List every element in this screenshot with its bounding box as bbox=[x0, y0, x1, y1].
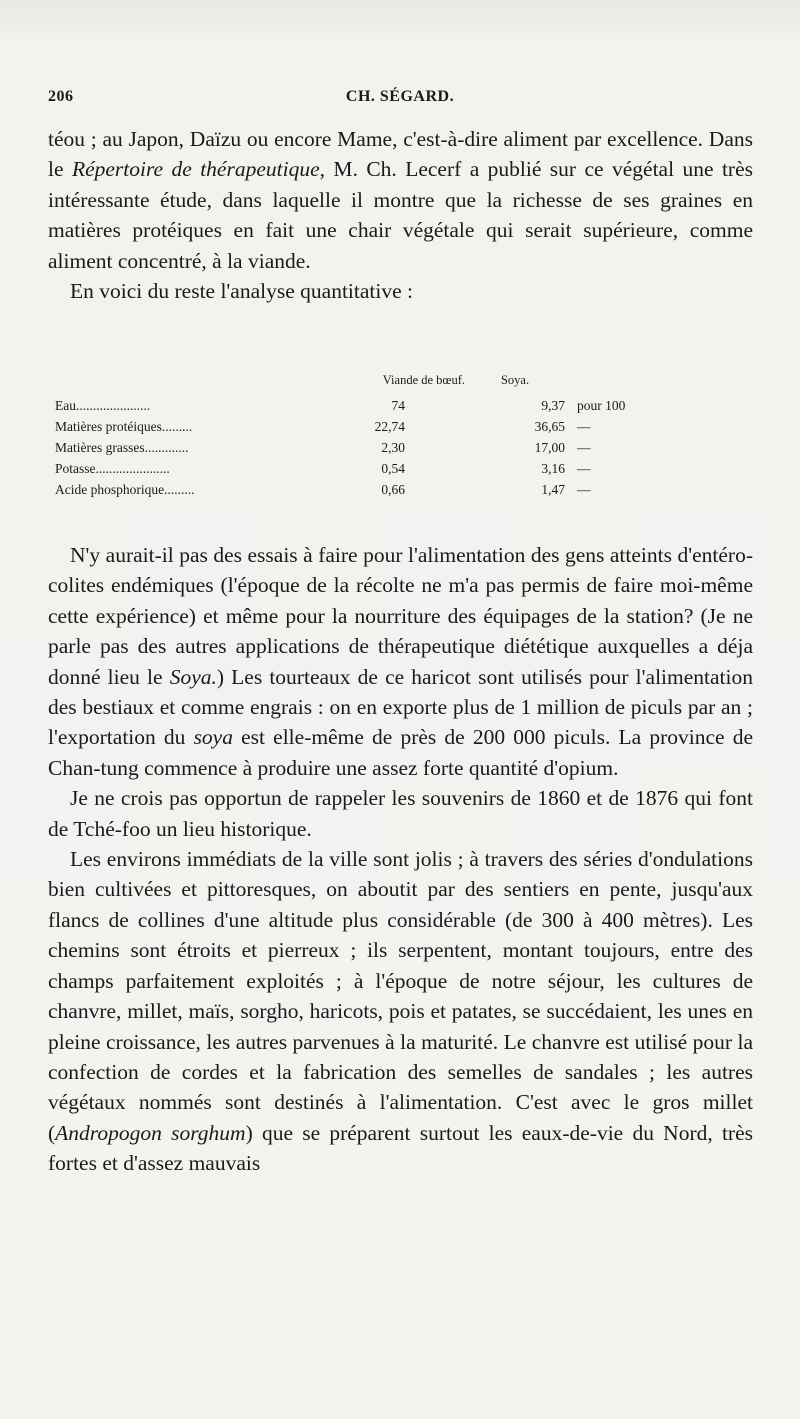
body-text bbox=[48, 540, 753, 1179]
analysis-table bbox=[55, 370, 705, 500]
page-header bbox=[48, 88, 752, 114]
page-number: 206 bbox=[48, 88, 74, 105]
table-row: Eau...................... 74 9,37 pour 100 bbox=[55, 398, 626, 413]
intro-paragraph: téou ; au Japon, Daïzu ou encore Mame, c'est-à-dire aliment par excellence. Dans le Répertoire de thérapeutique, M. Ch. Lecerf a publié sur ce végétal une très intéressante étude, dans laquelle il montre que la richesse de ses graines en matières protéiques en fait une chair végétale qui serait supérieure, comme aliment concentré, à la viande. bbox=[48, 127, 753, 273]
col-header-soya: Soya. bbox=[500, 373, 530, 387]
paragraph-history: Je ne crois pas opportun de rappeler les souvenirs de 1860 et de 1876 qui font de Tché-foo un lieu historique. bbox=[48, 786, 753, 841]
intro-text bbox=[48, 124, 753, 306]
table-row: Acide phosphorique......... 0,66 1,47 — bbox=[55, 482, 591, 497]
table-row: Matières protéiques......... 22,74 36,65 — bbox=[55, 419, 591, 434]
running-title: CH. SÉGARD. bbox=[345, 88, 455, 105]
journal-title: Répertoire de thérapeutique bbox=[71, 157, 320, 182]
paragraph-environs: Les environs immédiats de la ville sont jolis ; à travers des séries d'ondulations bien cultivées et pittoresques, on aboutit par des sentiers en pente, jusqu'aux flancs de collines d'une altitude plus considérable (de 300 à 400 mètres). Les chemins sont étroits et pierreux ; ils serpentent, montant toujours, entre des champs parfaitement exploités ; à l'époque de notre séjour, les cultures de chanvre, millet, maïs, sorgho, haricots, pois et patates, se succédaient, les unes en pleine croissance, les autres parvenues à la maturité. Le chanvre est utilisé pour la confection de cordes et la fabrication des semelles de sandales ; les autres végétaux nommés sont destinés à l'alimentation. C'est avec le gros millet (Andropogon sorghum) que se préparent surtout les eaux-de-vie du Nord, très fortes et d'assez mauvais bbox=[48, 847, 753, 1176]
table-row: Matières grasses............. 2,30 17,00 — bbox=[55, 440, 591, 455]
paragraph-enterocolites: N'y aurait-il pas des essais à faire pour l'alimentation des gens atteints d'entéro-colites endémiques (l'époque de la récolte ne m'a pas permis de faire moi-même cette expérience) et même pour la nourriture des équipages de la station? (Je ne parle pas des autres applications de thérapeutique diététique auxquelles a déja donné lieu le Soya.) Les tourteaux de ce haricot sont utilisés pour l'alimentation des bestiaux et comme engrais : on en exporte plus de 1 million de piculs par an ; l'exportation du soya est elle-même de près de 200 000 piculs. La province de Chan-tung commence à produire une assez forte quantité d'opium. bbox=[48, 543, 754, 780]
analysis-intro: En voici du reste l'analyse quantitative : bbox=[70, 279, 413, 304]
table-row: Potasse...................... 0,54 3,16 — bbox=[55, 461, 591, 476]
col-header-beef: Viande de bœuf. bbox=[382, 373, 465, 387]
